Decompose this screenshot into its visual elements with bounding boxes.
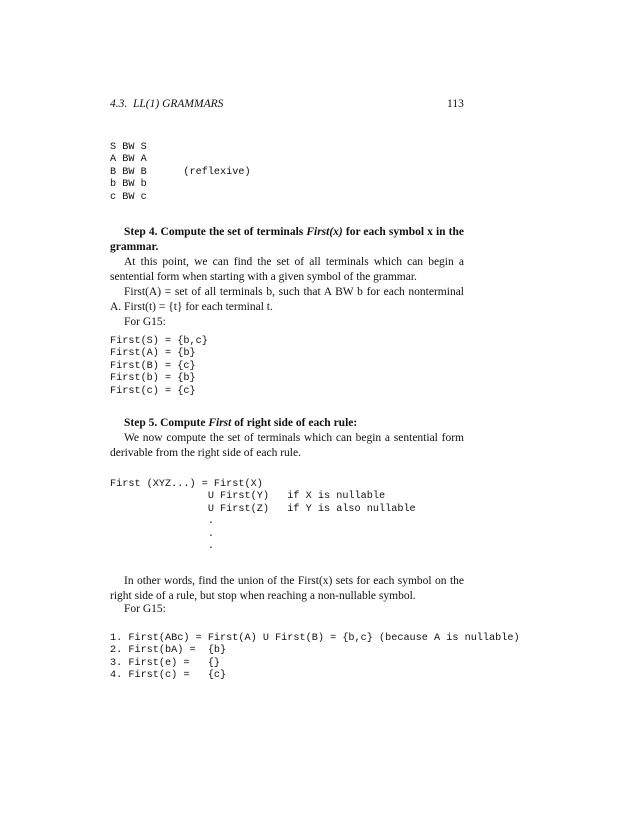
- step5-paragraph-3: For G15:: [124, 603, 166, 615]
- step4-heading-italic: First(x): [306, 226, 343, 238]
- formula-line: U First(Z) if Y is also nullable: [110, 503, 416, 515]
- step5-heading-suffix: of right side of each rule:: [231, 417, 358, 429]
- formula-line: First (XYZ...) = First(X): [110, 479, 263, 490]
- step4-paragraph-1: At this point, we can find the set of all terminals which can begin a sentential form when starting with a given symbol of the grammar.: [110, 256, 464, 283]
- step5-heading-text: Step 5. Compute: [124, 417, 209, 429]
- step5-heading: [110, 416, 464, 431]
- step5-heading-italic: First: [208, 417, 232, 429]
- step4-heading-suffix: for each symbol x in the grammar.: [110, 226, 464, 253]
- first-sets-list: [110, 336, 208, 398]
- bw-line: S BW S: [110, 142, 147, 153]
- step4-paragraph-2: First(A) = set of all terminals b, such that A BW b for each nonterminal A. First(t) = {t} for each terminal t.: [110, 286, 464, 313]
- first-set-line: First(b) = {b}: [110, 373, 196, 385]
- first-set-line: First(A) = {b}: [110, 348, 196, 360]
- bw-line: A BW A: [110, 154, 147, 166]
- formula-line: .: [110, 528, 214, 540]
- formula-line: .: [110, 516, 214, 528]
- result-line: 3. First(e) = {}: [110, 657, 221, 669]
- step4-paragraph-3: For G15:: [124, 316, 166, 328]
- step5-paragraph-2: In other words, find the union of the First(x) sets for each symbol on the right side of a rule, but stop when reaching a non-nullable symbol.: [110, 575, 464, 602]
- first-set-line: First(c) = {c}: [110, 385, 196, 397]
- formula-line: .: [110, 541, 214, 553]
- step5-paragraph-1: We now compute the set of terminals which can begin a sentential form derivable from the right side of each rule.: [110, 432, 464, 459]
- first-set-line: First(B) = {c}: [110, 360, 196, 372]
- first-results-list: [110, 633, 520, 683]
- formula-line: U First(Y) if X is nullable: [110, 491, 386, 503]
- result-line: 2. First(bA) = {b}: [110, 645, 227, 657]
- bw-line: c BW c: [110, 191, 147, 203]
- bw-line: b BW b: [110, 179, 147, 191]
- page-number: 113: [447, 98, 464, 110]
- result-line: 1. First(ABc) = First(A) U First(B) = {b,c} (because A is nullable): [110, 633, 520, 644]
- bw-line: B BW B (reflexive): [110, 166, 251, 178]
- result-line: 4. First(c) = {c}: [110, 670, 227, 682]
- running-header-section: 4.3. LL(1) GRAMMARS: [110, 98, 224, 110]
- first-set-line: First(S) = {b,c}: [110, 336, 208, 347]
- step4-heading: [110, 225, 464, 255]
- first-union-formula: [110, 479, 416, 553]
- bw-relation-list: [110, 142, 251, 204]
- step4-heading-text: Step 4. Compute the set of terminals: [124, 226, 307, 238]
